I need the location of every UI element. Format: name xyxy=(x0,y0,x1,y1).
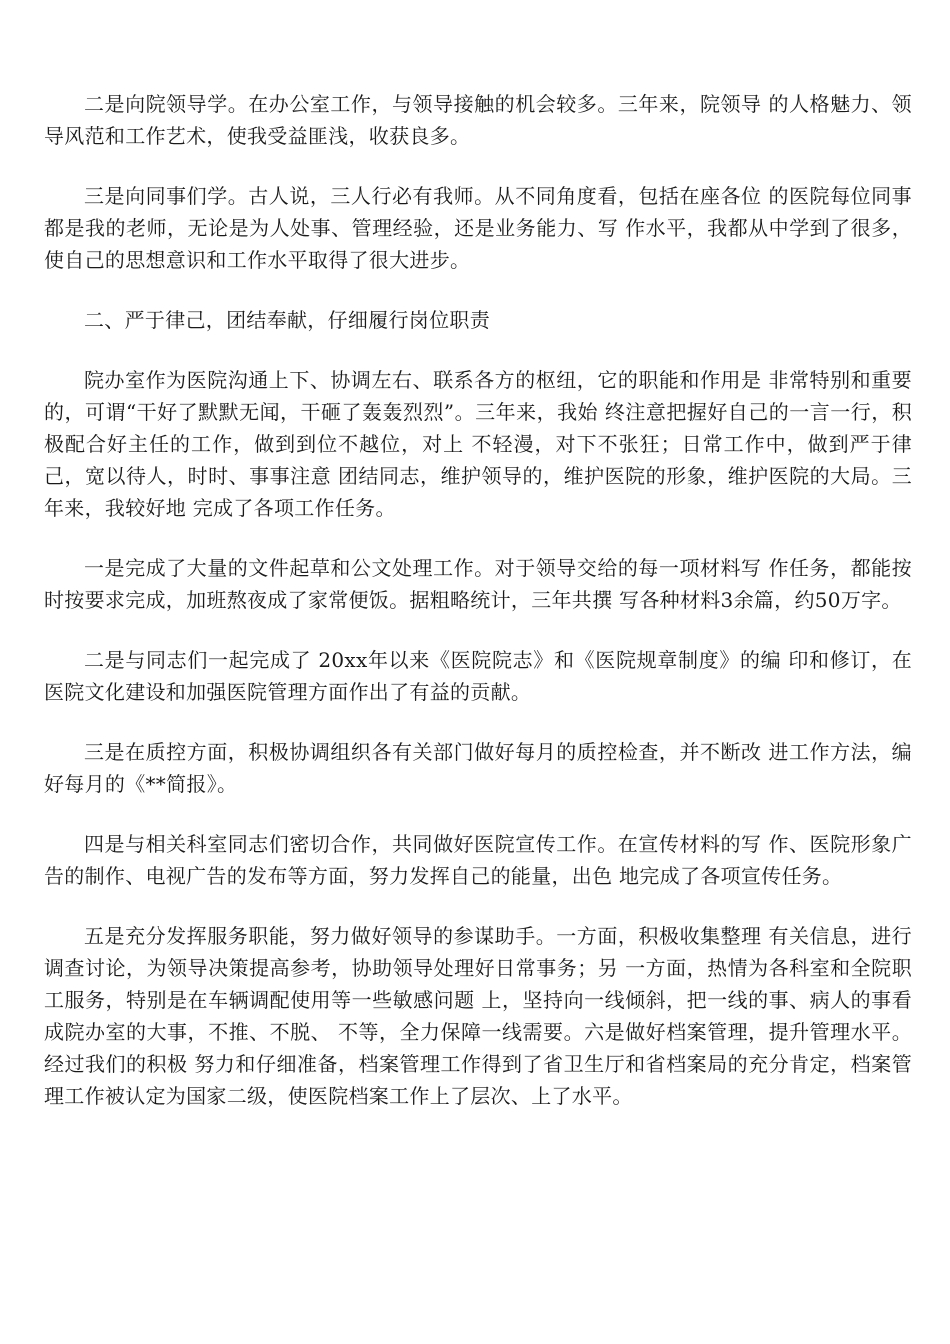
paragraph: 二是向院领导学。在办公室工作，与领导接触的机会较多。三年来，院领导 的人格魅力、领导风范和工作艺术，使我受益匪浅，收获良多。 xyxy=(44,92,912,148)
paragraph: 一是完成了大量的文件起草和公文处理工作。对于领导交给的每一项材料写 作任务，都能按时按要求完成，加班熬夜成了家常便饭。据粗略统计，三年共撰 写各种材料3余篇，约50万字。 xyxy=(44,556,912,612)
paragraph: 二是与同志们一起完成了 20xx年以来《医院院志》和《医院规章制度》的编 印和修订，在医院文化建设和加强医院管理方面作出了有益的贡献。 xyxy=(44,648,912,704)
paragraph: 三是向同事们学。古人说，三人行必有我师。从不同角度看，包括在座各位 的医院每位同事都是我的老师，无论是为人处事、管理经验，还是业务能力、写 作水平，我都从中学到了很多，使自己的思想意识和工作水平取得了很大进步。 xyxy=(44,184,912,272)
paragraph: 五是充分发挥服务职能，努力做好领导的参谋助手。一方面，积极收集整理 有关信息，进行调查讨论，为领导决策提高参考，协助领导处理好日常事务；另 一方面，热情为各科室和全院职工服务，特别是在车辆调配使用等一些敏感问题 上，坚持向一线倾斜，把一线的事、病人的事看成院办室的大事，不推、不脱、 不等，全力保障一线需要。六是做好档案管理，提升管理水平。经过我们的积极 努力和仔细准备，档案管理工作得到了省卫生厅和省档案局的充分肯定，档案管 理工作被认定为国家二级，使医院档案工作上了层次、上了水平。 xyxy=(44,924,912,1108)
paragraph: 院办室作为医院沟通上下、协调左右、联系各方的枢纽，它的职能和作用是 非常特别和重要的，可谓“干好了默默无闻，干砸了轰轰烈烈”。三年来，我始 终注意把握好自己的一言一行，积极配合好主任的工作，做到到位不越位，对上 不轻漫，对下不张狂；日常工作中，做到严于律己，宽以待人，时时、事事注意 团结同志，维护领导的，维护医院的形象，维护医院的大局。三年来，我较好地 完成了各项工作任务。 xyxy=(44,368,912,520)
paragraph: 四是与相关科室同志们密切合作，共同做好医院宣传工作。在宣传材料的写 作、医院形象广告的制作、电视广告的发布等方面，努力发挥自己的能量，出色 地完成了各项宣传任务。 xyxy=(44,832,912,888)
section-heading: 二、严于律己，团结奉献，仔细履行岗位职责 xyxy=(84,308,490,332)
document-page xyxy=(44,88,912,1140)
paragraph: 三是在质控方面，积极协调组织各有关部门做好每月的质控检查，并不断改 进工作方法，编好每月的《**简报》。 xyxy=(44,740,912,796)
